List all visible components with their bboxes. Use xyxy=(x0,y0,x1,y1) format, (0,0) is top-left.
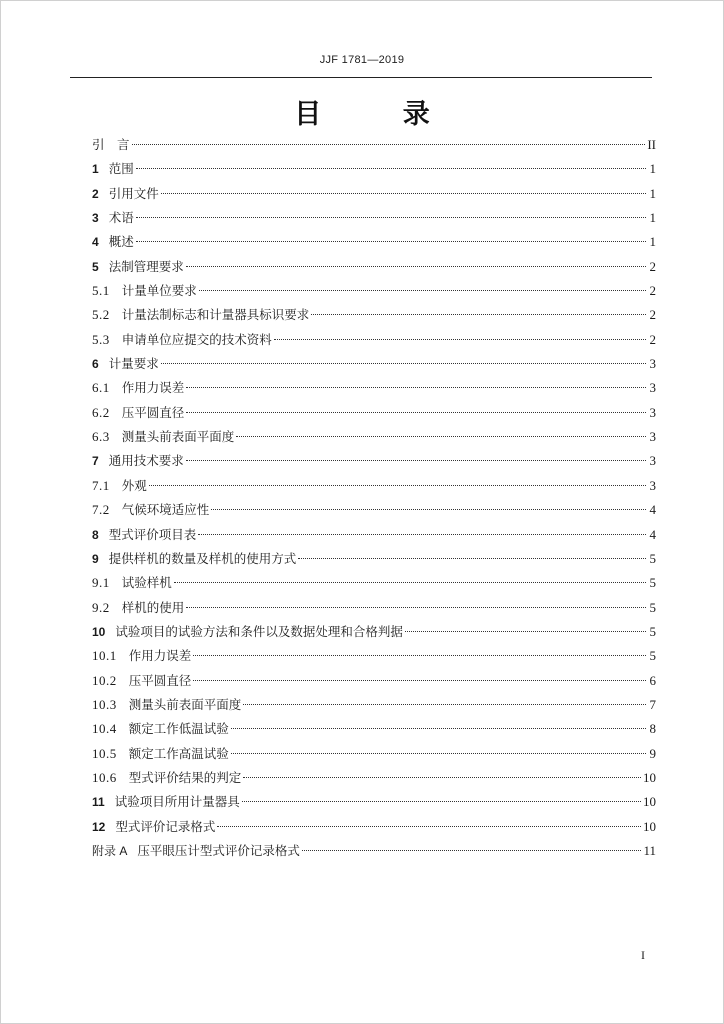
toc-entry-label: 额定工作低温试验 xyxy=(128,721,229,737)
toc-dot-leader xyxy=(193,655,646,656)
toc-dot-leader xyxy=(186,607,646,608)
toc-entry-label: 试验项目所用计量器具 xyxy=(114,794,240,810)
toc-entry-page: II xyxy=(647,137,656,152)
toc-entry-number: 6.1 xyxy=(92,380,110,396)
toc-dot-leader xyxy=(174,582,646,583)
toc-entry-number: 11 xyxy=(92,795,105,810)
toc-entry-number: 附录 A xyxy=(92,843,128,858)
toc-entry-page: 1 xyxy=(649,210,656,226)
toc-dot-leader xyxy=(161,363,646,364)
toc-dot-leader xyxy=(186,266,646,267)
toc-dot-leader xyxy=(132,144,646,145)
toc-entry-label: 样机的使用 xyxy=(121,599,185,615)
toc-entry-page: 2 xyxy=(649,307,656,323)
toc-entry[interactable] xyxy=(92,717,656,741)
toc-dot-leader xyxy=(211,509,646,510)
toc-entry-number: 6.2 xyxy=(92,404,110,420)
toc-entry[interactable] xyxy=(92,693,656,717)
toc-entry-label: 范围 xyxy=(108,161,134,177)
toc-entry-page: 9 xyxy=(649,745,656,761)
toc-entry[interactable] xyxy=(92,815,656,839)
toc-entry-page: 3 xyxy=(649,477,656,493)
toc-entry-number: 5.1 xyxy=(92,283,110,299)
toc-entry-page: 1 xyxy=(649,185,656,201)
toc-entry[interactable] xyxy=(92,449,656,473)
toc-entry-page: 3 xyxy=(649,380,656,396)
toc-entry-label: 压平圆直径 xyxy=(128,672,192,688)
toc-dot-leader xyxy=(217,826,641,827)
toc-entry-page: 3 xyxy=(649,429,656,445)
toc-entry-page: 10 xyxy=(643,769,656,785)
toc-dot-leader xyxy=(302,850,642,851)
toc-entry[interactable] xyxy=(92,547,656,571)
header-rule xyxy=(70,77,652,78)
toc-entry-label: 压平眼压计型式评价记录格式 xyxy=(137,842,300,858)
toc-dot-leader xyxy=(231,753,646,754)
toc-entry[interactable] xyxy=(92,596,656,620)
toc-dot-leader xyxy=(231,728,646,729)
toc-entry[interactable] xyxy=(92,376,656,400)
toc-entry-page: 4 xyxy=(649,502,656,518)
toc-entry-page: 2 xyxy=(649,331,656,347)
toc-entry-label: 型式评价项目表 xyxy=(108,526,197,542)
toc-entry-number: 9.1 xyxy=(92,575,110,591)
toc-entry-label: 计量法制标志和计量器具标识要求 xyxy=(121,307,310,323)
toc-entry[interactable] xyxy=(92,401,656,425)
toc-entry-page: 8 xyxy=(649,721,656,737)
toc-entry[interactable] xyxy=(92,839,656,863)
toc-entry[interactable] xyxy=(92,279,656,303)
toc-entry-label: 计量单位要求 xyxy=(121,283,197,299)
toc-entry-label: 概述 xyxy=(108,234,134,250)
toc-entry[interactable] xyxy=(92,790,656,814)
toc-entry-number: 5 xyxy=(92,259,99,274)
toc-entry-number: 6.3 xyxy=(92,429,110,445)
toc-entry-label: 额定工作高温试验 xyxy=(128,745,229,761)
toc-entry-number: 12 xyxy=(92,819,106,834)
toc-entry-page: 5 xyxy=(649,599,656,615)
toc-entry-label: 测量头前表面平面度 xyxy=(121,429,235,445)
toc-dot-leader xyxy=(136,217,646,218)
toc-entry[interactable] xyxy=(92,328,656,352)
toc-entry-number: 3 xyxy=(92,211,99,226)
toc-entry-page: 1 xyxy=(649,234,656,250)
toc-entry[interactable] xyxy=(92,425,656,449)
toc-entry-number: 9 xyxy=(92,551,99,566)
toc-entry-page: 3 xyxy=(649,356,656,372)
toc-entry-page: 5 xyxy=(649,648,656,664)
toc-dot-leader xyxy=(243,704,646,705)
toc-entry-label: 申请单位应提交的技术资料 xyxy=(121,331,272,347)
toc-entry[interactable] xyxy=(92,206,656,230)
toc-entry-label: 型式评价记录格式 xyxy=(115,818,216,834)
toc-dot-leader xyxy=(274,339,646,340)
toc-dot-leader xyxy=(161,193,646,194)
toc-entry-label: 压平圆直径 xyxy=(121,404,185,420)
toc-dot-leader xyxy=(136,241,646,242)
toc-entry-number: 5.2 xyxy=(92,307,110,323)
toc-entry-label: 引 言 xyxy=(92,137,130,152)
toc-entry[interactable] xyxy=(92,620,656,644)
toc-entry-label: 外观 xyxy=(121,477,147,493)
toc-entry[interactable] xyxy=(92,474,656,498)
toc-entry-number: 10.4 xyxy=(92,721,117,737)
table-of-contents xyxy=(92,133,656,863)
toc-dot-leader xyxy=(242,801,641,802)
toc-entry-page: 3 xyxy=(649,453,656,469)
toc-dot-leader xyxy=(198,534,646,535)
toc-entry-label: 试验样机 xyxy=(121,575,172,591)
toc-dot-leader xyxy=(186,460,646,461)
toc-entry[interactable] xyxy=(92,182,656,206)
toc-entry-number: 6 xyxy=(92,357,99,372)
toc-entry[interactable] xyxy=(92,523,656,547)
toc-entry-number: 10.5 xyxy=(92,745,117,761)
toc-entry-page: 10 xyxy=(643,794,656,810)
toc-entry[interactable] xyxy=(92,644,656,668)
toc-entry[interactable] xyxy=(92,742,656,766)
toc-dot-leader xyxy=(199,290,646,291)
toc-entry-page: 11 xyxy=(643,842,656,858)
toc-entry-number: 4 xyxy=(92,235,99,250)
toc-entry-number: 8 xyxy=(92,527,99,542)
toc-entry-page: 3 xyxy=(649,404,656,420)
toc-entry-page: 2 xyxy=(649,283,656,299)
page-number: I xyxy=(641,948,645,962)
toc-dot-leader xyxy=(136,168,646,169)
toc-entry-label: 术语 xyxy=(108,210,134,226)
toc-entry-number: 2 xyxy=(92,186,99,201)
toc-entry-label: 试验项目的试验方法和条件以及数据处理和合格判据 xyxy=(115,623,403,639)
toc-entry[interactable] xyxy=(92,303,656,327)
toc-entry-page: 2 xyxy=(649,258,656,274)
toc-entry-number: 9.2 xyxy=(92,599,110,615)
toc-entry-label: 提供样机的数量及样机的使用方式 xyxy=(108,550,297,566)
toc-entry[interactable] xyxy=(92,571,656,595)
toc-entry-label: 计量要求 xyxy=(108,356,159,372)
toc-entry-number: 10.1 xyxy=(92,648,117,664)
toc-entry-number: 7.2 xyxy=(92,502,110,518)
toc-dot-leader xyxy=(236,436,646,437)
toc-entry-number: 1 xyxy=(92,162,99,177)
toc-entry-label: 型式评价结果的判定 xyxy=(128,769,242,785)
toc-entry[interactable] xyxy=(92,157,656,181)
toc-dot-leader xyxy=(298,558,646,559)
toc-entry-page: 1 xyxy=(649,161,656,177)
toc-title: 目 录 xyxy=(294,99,466,130)
toc-entry-label: 引用文件 xyxy=(108,185,159,201)
toc-dot-leader xyxy=(149,485,646,486)
toc-entry[interactable] xyxy=(92,230,656,254)
toc-entry[interactable] xyxy=(92,133,656,157)
toc-entry-number: 10.2 xyxy=(92,672,117,688)
toc-entry[interactable] xyxy=(92,498,656,522)
toc-entry-label: 作用力误差 xyxy=(128,648,192,664)
toc-entry-label: 作用力误差 xyxy=(121,380,185,396)
toc-entry-page: 4 xyxy=(649,526,656,542)
toc-entry-page: 5 xyxy=(649,550,656,566)
toc-entry-page: 5 xyxy=(649,623,656,639)
toc-entry[interactable] xyxy=(92,669,656,693)
toc-entry-number: 10.3 xyxy=(92,696,117,712)
toc-dot-leader xyxy=(193,680,646,681)
toc-entry-label: 法制管理要求 xyxy=(108,258,184,274)
toc-dot-leader xyxy=(311,314,646,315)
toc-entry[interactable] xyxy=(92,255,656,279)
toc-dot-leader xyxy=(405,631,646,632)
standard-code-header: JJF 1781—2019 xyxy=(319,54,405,66)
toc-dot-leader xyxy=(186,412,646,413)
toc-entry[interactable] xyxy=(92,352,656,376)
toc-entry-number: 7.1 xyxy=(92,477,110,493)
toc-dot-leader xyxy=(243,777,641,778)
toc-entry-number: 10.6 xyxy=(92,769,117,785)
toc-entry-label: 通用技术要求 xyxy=(108,453,184,469)
toc-entry-page: 7 xyxy=(649,696,656,712)
toc-entry-page: 5 xyxy=(649,575,656,591)
toc-entry-page: 10 xyxy=(643,818,656,834)
toc-dot-leader xyxy=(186,387,646,388)
toc-entry-label: 测量头前表面平面度 xyxy=(128,696,242,712)
toc-entry-label: 气候环境适应性 xyxy=(121,502,210,518)
toc-entry-number: 5.3 xyxy=(92,331,110,347)
toc-entry[interactable] xyxy=(92,766,656,790)
toc-entry-number: 7 xyxy=(92,454,99,469)
toc-entry-number: 10 xyxy=(92,624,106,639)
toc-entry-page: 6 xyxy=(649,672,656,688)
